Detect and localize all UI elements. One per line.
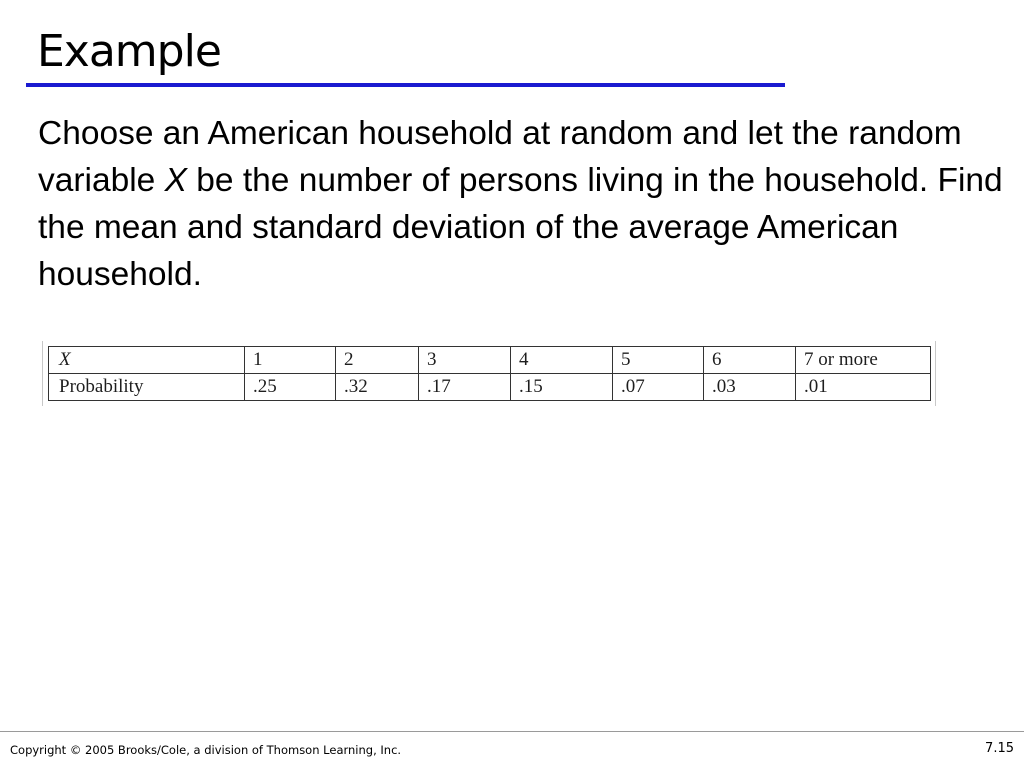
probability-cell: .01 [796, 374, 931, 401]
footer-divider [0, 731, 1024, 732]
x-value-cell: 5 [613, 347, 704, 374]
table-row-probability [49, 374, 931, 401]
probability-cell: .15 [511, 374, 613, 401]
problem-text-end: be the number of persons living in the household. Find the mean and standard deviation of the average American household. [38, 162, 1003, 293]
slide-title: Example [37, 26, 221, 77]
probability-cell: .25 [245, 374, 336, 401]
x-value-cell: 4 [511, 347, 613, 374]
probability-table-image [42, 341, 936, 406]
slide-number: 7.15 [985, 741, 1014, 756]
copyright-notice: Copyright © 2005 Brooks/Cole, a division of Thomson Learning, Inc. [10, 743, 402, 757]
problem-text-start: Choose an American household at random and let the random variable [38, 115, 962, 199]
probability-cell: .07 [613, 374, 704, 401]
x-value-cell: 1 [245, 347, 336, 374]
x-value-cell: 7 or more [796, 347, 931, 374]
probability-cell: .17 [419, 374, 511, 401]
row-header-probability: Probability [49, 374, 245, 401]
probability-table [48, 346, 931, 401]
problem-statement [38, 110, 1013, 298]
x-value-cell: 2 [336, 347, 419, 374]
row-header-x: X [49, 347, 245, 374]
table-row-x [49, 347, 931, 374]
probability-cell: .03 [704, 374, 796, 401]
probability-cell: .32 [336, 374, 419, 401]
x-value-cell: 6 [704, 347, 796, 374]
random-variable-symbol: X [164, 162, 187, 199]
x-value-cell: 3 [419, 347, 511, 374]
title-underline [26, 83, 785, 87]
